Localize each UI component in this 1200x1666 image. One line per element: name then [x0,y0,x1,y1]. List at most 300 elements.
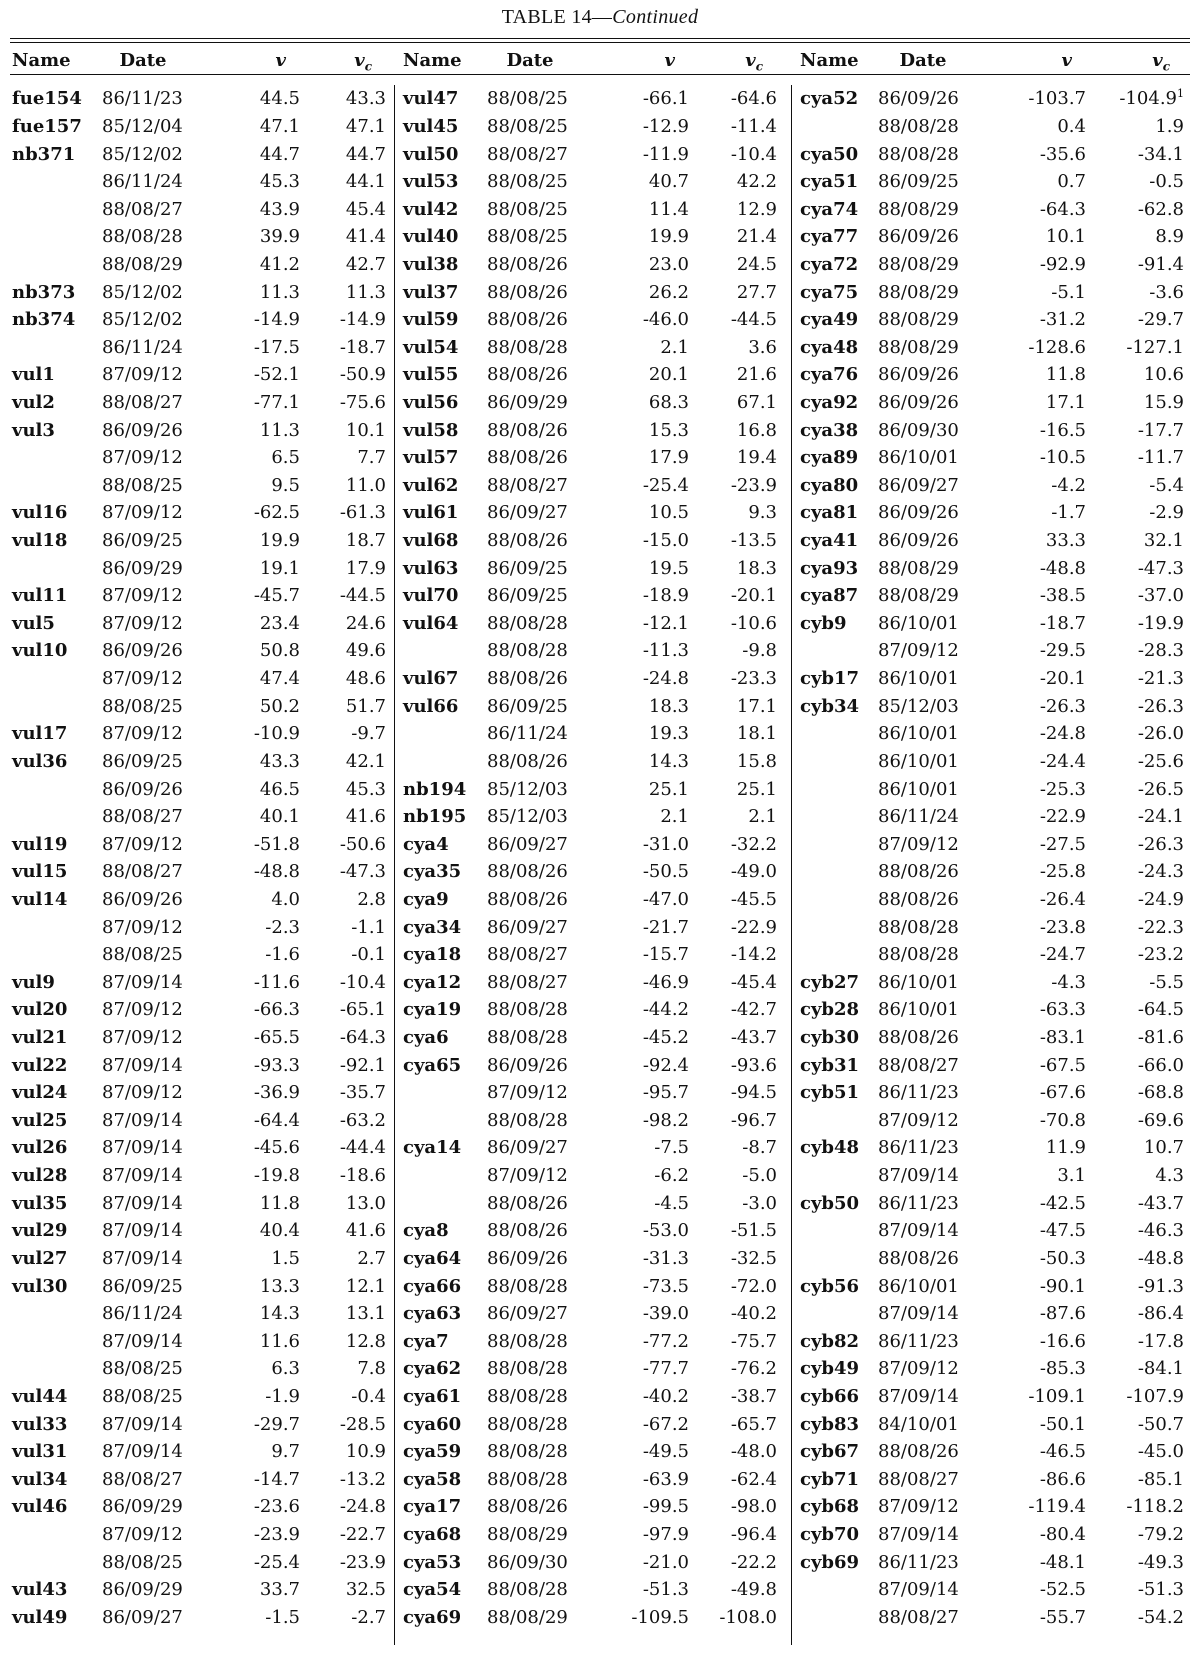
top-rule-1 [10,38,1190,39]
cell-date: 88/08/27 [487,971,568,993]
cell-name: vul24 [12,1082,68,1104]
cell-vc: -72.0 [730,1275,777,1297]
table-row [792,692,1190,720]
table-row [395,251,791,279]
cell-date: 88/08/27 [878,1606,959,1628]
cell-vc: -18.6 [339,1165,386,1187]
cell-name: vul58 [403,419,459,441]
table-row [395,527,791,555]
table-row [10,1079,394,1107]
cell-date: 88/08/26 [487,253,568,275]
cell-v: 15.3 [648,419,689,441]
cell-vc: -34.1 [1137,143,1184,165]
cell-name: vul9 [12,971,55,993]
cell-name: fue154 [12,88,82,110]
cell-v: -73.5 [642,1275,689,1297]
cell-date: 87/09/12 [878,833,959,855]
header-v: v [275,49,286,71]
cell-name: vul42 [403,198,459,220]
table-column-group-1 [10,49,394,1645]
cell-v: -98.2 [642,1109,689,1131]
cell-v: -66.3 [253,999,300,1021]
cell-vc: -46.3 [1137,1220,1184,1242]
table-row [395,499,791,527]
cell-v: -24.4 [1039,750,1086,772]
table-row [395,113,791,141]
cell-name: cyb17 [800,668,860,690]
cell-v: 19.9 [259,530,300,552]
cell-v: -46.0 [642,309,689,331]
cell-name: cyb50 [800,1192,860,1214]
cell-v: -14.7 [253,1468,300,1490]
table-row [10,886,394,914]
cell-v: -29.7 [253,1413,300,1435]
cell-vc: 7.8 [357,1358,386,1380]
cell-vc: -48.0 [730,1441,777,1463]
cell-vc: 10.1 [345,419,386,441]
cell-vc: 41.4 [345,226,386,248]
cell-v: 39.9 [259,226,300,248]
cell-date: 88/08/25 [102,474,183,496]
cell-vc: 10.7 [1143,1137,1184,1159]
cell-name: vul49 [12,1606,68,1628]
cell-date: 88/08/28 [878,916,959,938]
cell-v: -67.6 [1039,1082,1086,1104]
cell-date: 88/08/27 [487,944,568,966]
cell-v: -42.5 [1039,1192,1086,1214]
column-header-row [395,45,791,75]
cell-name: cya8 [403,1220,449,1242]
group-rows [395,85,791,1631]
cell-date: 86/10/01 [878,999,959,1021]
cell-name: cya38 [800,419,859,441]
header-v: v [664,49,675,71]
header-date: Date [506,49,554,71]
cell-v: -11.9 [642,143,689,165]
cell-vc: 10.6 [1143,364,1184,386]
cell-v: -83.1 [1039,1027,1086,1049]
table-row [395,582,791,610]
table-row [10,610,394,638]
table-row [395,1189,791,1217]
table-row [792,830,1190,858]
table-row [792,1162,1190,1190]
cell-date: 86/09/29 [102,1496,183,1518]
cell-date: 88/08/26 [487,309,568,331]
cell-date: 86/09/26 [487,1054,568,1076]
table-row [792,1383,1190,1411]
cell-name: vul35 [12,1192,68,1214]
cell-date: 86/11/23 [878,1551,959,1573]
table-row [395,168,791,196]
cell-vc: 42.2 [736,171,777,193]
table-row [395,306,791,334]
cell-name: vul50 [403,143,459,165]
cell-date: 87/09/12 [878,1358,959,1380]
cell-date: 88/08/26 [487,750,568,772]
cell-name: vul47 [403,88,459,110]
cell-vc: -14.2 [730,944,777,966]
cell-name: vul45 [403,115,459,137]
cell-date: 87/09/12 [487,1165,568,1187]
cell-date: 88/08/29 [878,557,959,579]
cell-name: vul29 [12,1220,68,1242]
table-row [792,554,1190,582]
table-row [10,306,394,334]
cell-date: 86/09/27 [487,502,568,524]
cell-date: 86/10/01 [878,612,959,634]
table-row [395,830,791,858]
cell-vc: -3.0 [742,1192,777,1214]
cell-date: 87/09/12 [878,1109,959,1131]
table-row [10,1576,394,1604]
cell-v: -1.7 [1051,502,1086,524]
cell-name: cya92 [800,392,859,413]
cell-v: -4.3 [1051,971,1086,993]
table-row [395,1107,791,1135]
cell-name: cya4 [403,833,449,855]
cell-date: 88/08/28 [878,944,959,966]
cell-vc: -8.7 [742,1137,777,1159]
table-row [792,775,1190,803]
cell-date: 88/08/27 [487,143,568,165]
table-row [10,1327,394,1355]
cell-date: 88/08/27 [487,474,568,496]
cell-vc: 18.3 [736,557,777,579]
cell-v: -99.5 [642,1496,689,1518]
cell-vc: -45.5 [730,888,777,910]
table-row [395,913,791,941]
cell-v: -1.9 [265,1385,300,1407]
cell-vc: -44.4 [339,1137,386,1159]
cell-name: fue157 [12,115,82,137]
table-row [395,1410,791,1438]
cell-vc: -19.9 [1137,612,1184,634]
table-row [10,692,394,720]
cell-name: vul5 [12,612,55,634]
cell-vc: -43.7 [730,1027,777,1049]
cell-name: vul10 [12,640,68,662]
cell-vc: -5.0 [742,1165,777,1187]
table-row [395,720,791,748]
column-header-row [792,45,1190,75]
cell-v: 14.3 [648,750,689,772]
cell-vc: 44.1 [345,171,386,193]
cell-v: -23.8 [1039,916,1086,938]
cell-v: -63.3 [1039,999,1086,1021]
cell-v: -87.6 [1039,1303,1086,1325]
table-row [10,1438,394,1466]
table-row [395,1493,791,1521]
table-row [395,1438,791,1466]
cell-vc: 10.9 [345,1441,386,1463]
cell-date: 87/09/14 [878,1385,959,1407]
cell-name: vul25 [12,1109,68,1131]
cell-date: 88/08/26 [487,447,568,469]
cell-vc: 1.9 [1155,115,1184,137]
cell-date: 86/09/25 [102,530,183,552]
table-row [792,140,1190,168]
cell-vc: -98.0 [730,1496,777,1518]
table-row [395,1383,791,1411]
header-date: Date [899,49,947,71]
cell-v: -31.2 [1039,309,1086,331]
cell-v: 11.4 [648,198,689,220]
cell-name: nb374 [12,309,76,331]
table-row [10,1107,394,1135]
table-row [10,223,394,251]
cell-v: -31.0 [642,833,689,855]
cell-date: 87/09/12 [102,502,183,524]
cell-vc: -118.2 [1126,1496,1184,1518]
cell-name: cyb31 [800,1054,860,1076]
cell-date: 88/08/25 [102,1358,183,1380]
cell-vc: -93.6 [730,1054,777,1076]
cell-v: -7.5 [654,1137,689,1159]
cell-name: cya14 [403,1137,462,1159]
table-row [792,472,1190,500]
table-row [395,333,791,361]
cell-v: 33.7 [259,1579,300,1601]
cell-v: -93.3 [253,1054,300,1076]
cell-vc: -21.3 [1137,668,1184,690]
cell-vc: -48.8 [1137,1247,1184,1269]
cell-vc: -69.6 [1137,1109,1184,1131]
cell-name: cya65 [403,1054,462,1076]
cell-v: -86.6 [1039,1468,1086,1490]
table-row [395,1079,791,1107]
table-row [395,1245,791,1273]
table-row [10,775,394,803]
cell-vc: 4.3 [1155,1165,1184,1187]
cell-v: -45.7 [253,585,300,607]
cell-v: -66.1 [642,88,689,110]
cell-v: 20.1 [648,364,689,386]
cell-date: 88/08/25 [102,944,183,966]
table-row [10,913,394,941]
cell-vc: -18.7 [339,336,386,358]
cell-v: -18.7 [1039,612,1086,634]
cell-v: 19.9 [648,226,689,248]
cell-v: 0.4 [1057,115,1086,137]
cell-vc: -26.3 [1137,695,1184,717]
table-row [10,996,394,1024]
cell-name: cyb82 [800,1330,860,1352]
cell-name: cya35 [403,861,462,883]
table-row [10,1604,394,1632]
cell-v: 17.9 [648,447,689,469]
cell-date: 87/09/12 [102,1082,183,1104]
cell-v: -46.9 [642,971,689,993]
cell-date: 88/08/28 [878,143,959,165]
cell-name: cya52 [800,88,859,110]
table-row [792,113,1190,141]
table-row [10,1355,394,1383]
cell-vc: 48.6 [345,668,386,690]
cell-date: 85/12/03 [487,806,568,828]
cell-vc: -26.0 [1137,723,1184,745]
cell-date: 86/09/29 [102,557,183,579]
table-row [792,389,1190,417]
table-row [395,444,791,472]
cell-name: nb194 [403,778,467,800]
cell-v: -51.3 [642,1579,689,1601]
cell-date: 88/08/25 [487,171,568,193]
cell-vc: 12.9 [736,198,777,220]
cell-name: nb371 [12,143,76,165]
cell-date: 88/08/25 [487,226,568,248]
cell-v: -119.4 [1028,1496,1086,1518]
cell-name: cya53 [403,1551,462,1573]
cell-vc: -13.2 [339,1468,386,1490]
table-row [10,140,394,168]
data-table [10,49,1190,1645]
cell-date: 87/09/12 [102,1523,183,1545]
cell-date: 87/09/14 [102,1192,183,1214]
cell-date: 88/08/27 [102,198,183,220]
cell-vc: 11.3 [345,281,386,303]
cell-v: -11.3 [642,640,689,662]
table-row [395,278,791,306]
cell-date: 87/09/12 [102,447,183,469]
cell-name: cya63 [403,1303,462,1325]
cell-name: vul33 [12,1413,68,1435]
cell-name: cya12 [403,971,462,993]
table-row [395,665,791,693]
cell-v: 13.3 [259,1275,300,1297]
table-row [792,1189,1190,1217]
cell-name: cya93 [800,557,859,579]
cell-name: cyb27 [800,971,860,993]
cell-vc: -22.7 [339,1523,386,1545]
cell-vc: -24.8 [339,1496,386,1518]
cell-name: cya89 [800,447,859,469]
table-row [792,1245,1190,1273]
cell-name: cya62 [403,1358,462,1380]
cell-vc: -49.8 [730,1579,777,1601]
cell-vc: 41.6 [345,1220,386,1242]
table-row [395,554,791,582]
cell-v: -23.6 [253,1496,300,1518]
cell-vc: -9.8 [742,640,777,662]
cell-date: 86/09/25 [878,171,959,193]
cell-date: 88/08/28 [102,226,183,248]
table-row [792,582,1190,610]
cell-v: 68.3 [648,392,689,413]
cell-vc: -32.2 [730,833,777,855]
cell-vc: -5.5 [1149,971,1184,993]
cell-v: 0.7 [1057,171,1086,193]
cell-v: 40.4 [259,1220,300,1242]
cell-v: -62.5 [253,502,300,524]
table-row [792,333,1190,361]
cell-v: 43.3 [259,750,300,772]
cell-name: nb373 [12,281,76,303]
table-row [395,1217,791,1245]
cell-vc: 3.6 [748,336,777,358]
cell-name: cya61 [403,1385,462,1407]
table-row [10,1134,394,1162]
cell-v: -45.2 [642,1027,689,1049]
table-row [792,996,1190,1024]
cell-v: 19.3 [648,723,689,745]
cell-v: -18.9 [642,585,689,607]
table-row [10,1272,394,1300]
cell-date: 85/12/03 [878,695,959,717]
table-row [395,1604,791,1632]
cell-v: -25.8 [1039,861,1086,883]
cell-v: -92.9 [1039,253,1086,275]
cell-date: 88/08/28 [487,1275,568,1297]
cell-v: -70.8 [1039,1109,1086,1131]
cell-name: cya75 [800,281,859,303]
cell-vc: -85.1 [1137,1468,1184,1490]
cell-date: 88/08/26 [878,861,959,883]
cell-name: cya6 [403,1027,449,1049]
table-row [10,113,394,141]
cell-date: 86/09/25 [487,695,568,717]
cell-date: 86/10/01 [878,447,959,469]
cell-v: -15.0 [642,530,689,552]
cell-v: -4.2 [1051,474,1086,496]
cell-date: 86/09/27 [487,916,568,938]
cell-vc: 9.3 [748,502,777,524]
cell-v: -1.6 [265,944,300,966]
cell-v: -26.4 [1039,888,1086,910]
cell-vc: -40.2 [730,1303,777,1325]
cell-name: vul31 [12,1441,68,1463]
cell-date: 86/09/30 [487,1551,568,1573]
table-row [395,416,791,444]
cell-vc: 15.8 [736,750,777,772]
cell-v: -23.9 [253,1523,300,1545]
cell-v: -21.7 [642,916,689,938]
cell-vc: 21.6 [736,364,777,386]
cell-date: 88/08/28 [487,1330,568,1352]
cell-v: -17.5 [253,336,300,358]
table-row [10,168,394,196]
cell-vc: -64.6 [730,88,777,110]
cell-vc: -23.9 [730,474,777,496]
header-name: Name [403,49,462,71]
table-row [395,389,791,417]
cell-date: 87/09/12 [102,999,183,1021]
cell-v: 6.5 [271,447,300,469]
cell-name: vul68 [403,530,459,552]
table-row [10,251,394,279]
cell-name: vul1 [12,364,55,386]
cell-date: 87/09/14 [878,1165,959,1187]
cell-name: vul11 [12,585,68,607]
cell-vc: -24.3 [1137,861,1184,883]
cell-name: vul46 [12,1496,68,1518]
cell-date: 87/09/14 [878,1303,959,1325]
cell-v: -45.6 [253,1137,300,1159]
cell-date: 86/09/27 [487,1303,568,1325]
cell-vc: -94.5 [730,1082,777,1104]
cell-name: vul37 [403,281,459,303]
cell-v: -31.3 [642,1247,689,1269]
cell-date: 88/08/27 [102,806,183,828]
cell-date: 88/08/28 [487,1579,568,1601]
cell-vc: -22.3 [1137,916,1184,938]
cell-name: vul70 [403,585,459,607]
cell-date: 88/08/26 [487,668,568,690]
cell-v: -24.8 [1039,723,1086,745]
cell-v: -80.4 [1039,1523,1086,1545]
cell-date: 86/11/23 [878,1330,959,1352]
cell-name: vul43 [12,1579,68,1601]
